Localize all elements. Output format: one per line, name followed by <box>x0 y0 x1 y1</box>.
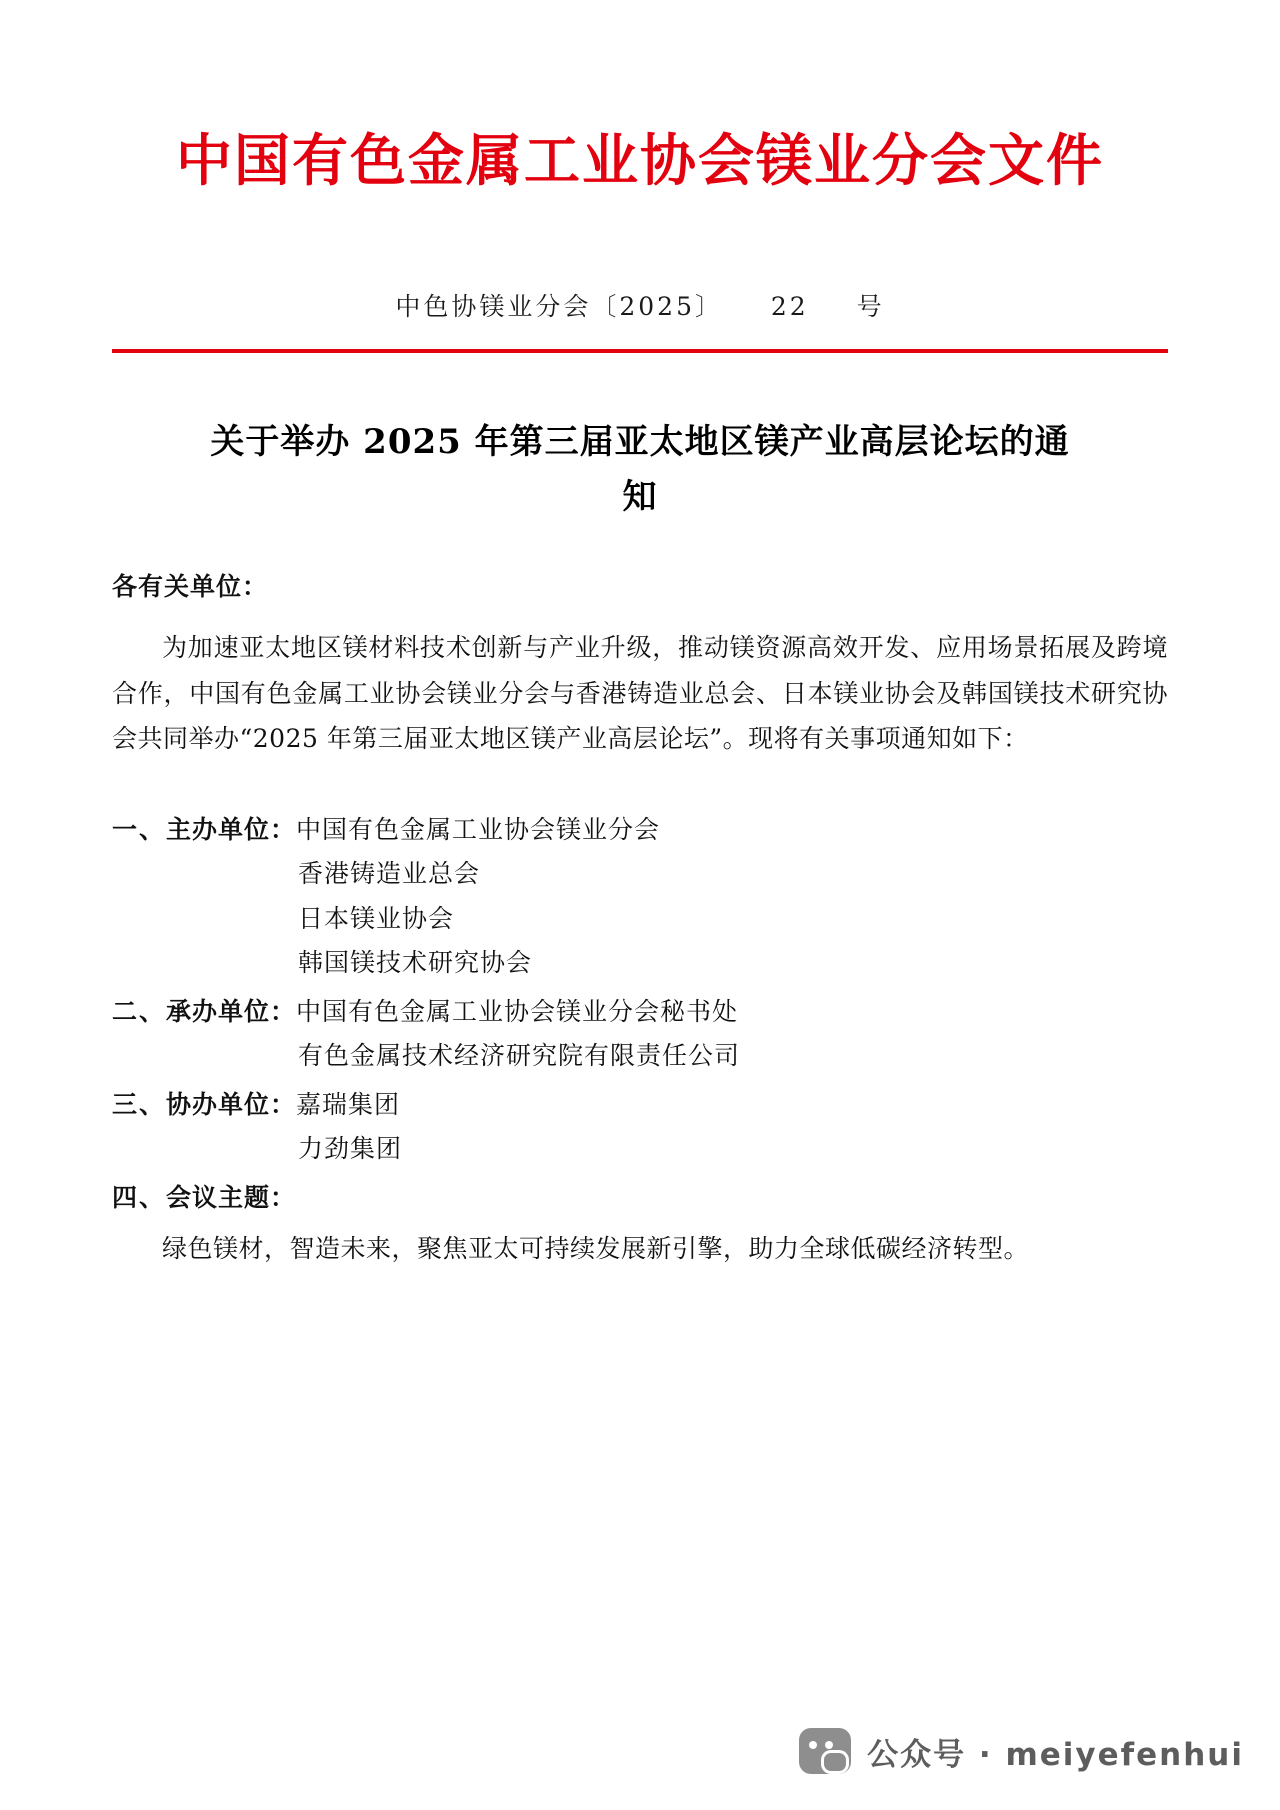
section-value: 中国有色金属工业协会镁业分会 <box>296 814 661 844</box>
section-value: 日本镁业协会 <box>298 903 455 933</box>
section-value: 有色金属技术经济研究院有限责任公司 <box>298 1041 741 1071</box>
section-number: 一、 <box>112 814 167 844</box>
document-number <box>112 287 1168 323</box>
document-number-suffix: 号 <box>856 292 885 322</box>
sections-list <box>112 808 1168 1272</box>
section-label: 协办单位： <box>166 1089 297 1119</box>
section-number: 二、 <box>112 996 167 1026</box>
section-value: 韩国镁技术研究协会 <box>298 948 533 978</box>
red-divider-rule <box>112 349 1168 353</box>
section-number: 四、 <box>112 1182 167 1212</box>
section-heading <box>112 1083 1168 1128</box>
masthead-title: 中国有色金属工业协会镁业分会文件 <box>176 128 1104 194</box>
watermark-footer <box>0 1692 1280 1810</box>
section-organizers <box>112 808 1168 986</box>
section-value: 嘉瑞集团 <box>296 1089 401 1119</box>
section-hosts <box>112 990 1168 1079</box>
section-body-text: 绿色镁材，智造未来，聚焦亚太可持续发展新引擎，助力全球低碳经济转型。 <box>162 1234 1030 1264</box>
watermark-badge <box>799 1728 1244 1774</box>
salutation: 各有关单位： <box>112 572 269 602</box>
document-number-value: 22 <box>770 292 809 322</box>
intro-paragraph: 为加速亚太地区镁材料技术创新与产业升级，推动镁资源高效开发、应用场景拓展及跨境合作，中国有色金属工业协会镁业分会与香港铸造业总会、日本镁业协会及韩国镁技术研究协会共同举办“2025 年第三届亚太地区镁产业高层论坛”。现将有关事项通知如下： <box>112 633 1168 754</box>
section-co-organizers <box>112 1083 1168 1172</box>
watermark-text: 公众号 · meiyefenhui <box>867 1736 1244 1773</box>
section-value: 中国有色金属工业协会镁业分会秘书处 <box>296 996 739 1026</box>
section-number: 三、 <box>112 1089 167 1119</box>
section-heading <box>112 990 1168 1035</box>
section-heading <box>112 808 1168 853</box>
section-label: 会议主题： <box>166 1182 297 1212</box>
section-label: 主办单位： <box>166 814 297 844</box>
section-label: 承办单位： <box>166 996 297 1026</box>
document-number-prefix: 中色协镁业分会〔2025〕 <box>395 292 723 322</box>
page-title: 关于举办 2025 年第三届亚太地区镁产业高层论坛的通知 <box>210 422 1070 518</box>
section-value: 香港铸造业总会 <box>298 859 481 889</box>
section-heading <box>112 1176 1168 1221</box>
masthead <box>112 0 1168 195</box>
wechat-icon <box>799 1728 851 1774</box>
section-theme <box>112 1176 1168 1272</box>
section-value: 力劲集团 <box>298 1134 403 1164</box>
